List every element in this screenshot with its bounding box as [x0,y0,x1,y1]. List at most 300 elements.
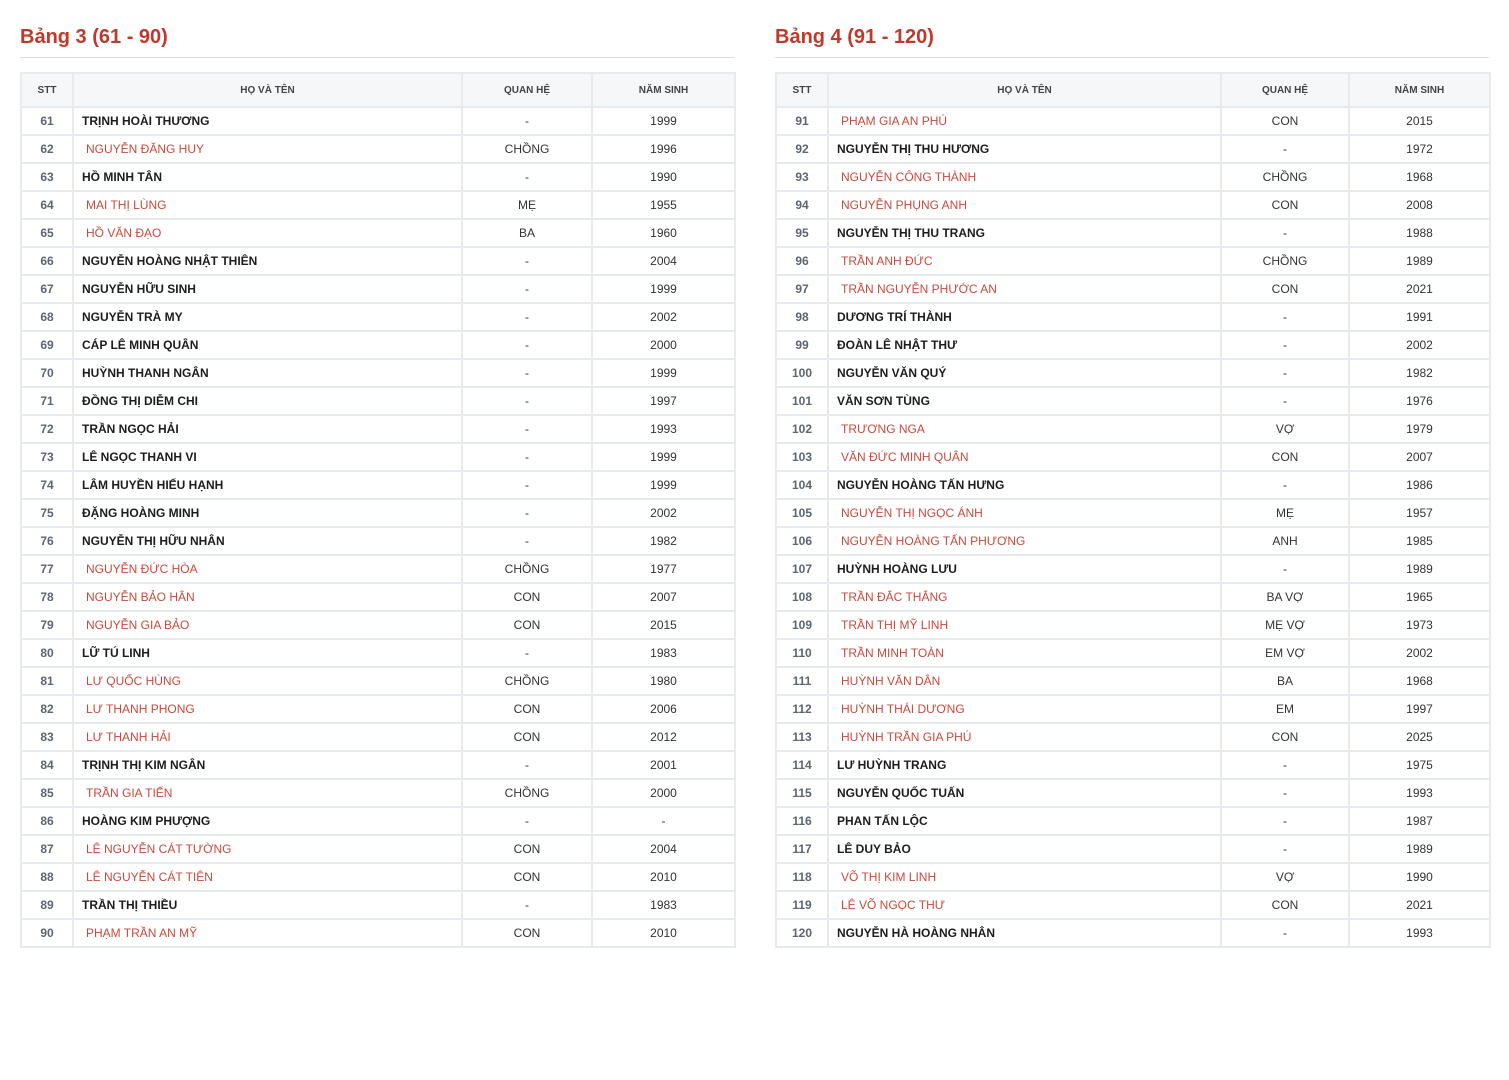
relation-cell: CON [1221,723,1349,751]
row-number-cell: 120 [776,919,828,947]
relation-cell: - [1221,303,1349,331]
table-header-row [776,73,1490,107]
relation-cell: MẸ [1221,499,1349,527]
member-name-cell: LÊ NGỌC THANH VI [73,443,462,471]
member-name-cell: HUỲNH HOÀNG LƯU [828,555,1221,583]
row-number-cell: 79 [21,611,73,639]
relation-cell: CON [1221,107,1349,135]
birth-year-cell: 1973 [1349,611,1490,639]
row-number-cell: 95 [776,219,828,247]
relation-cell: - [1221,555,1349,583]
column-header-relation[interactable]: QUAN HỆ [1221,73,1349,107]
table-row[interactable] [776,415,1490,443]
table-row[interactable] [21,583,735,611]
roster-table [20,72,736,948]
birth-year-cell: 1999 [592,443,735,471]
relation-cell: - [462,415,592,443]
relation-cell: VỢ [1221,863,1349,891]
row-number-cell: 74 [21,471,73,499]
row-number-cell: 88 [21,863,73,891]
table-row[interactable] [776,919,1490,947]
birth-year-cell: 1979 [1349,415,1490,443]
birth-year-cell: 1980 [592,667,735,695]
row-number-cell: 67 [21,275,73,303]
member-name-cell: NGUYỄN THỊ THU TRANG [828,219,1221,247]
row-number-cell: 72 [21,415,73,443]
birth-year-cell: 1993 [1349,919,1490,947]
table-row[interactable] [21,695,735,723]
table-row[interactable] [21,611,735,639]
birth-year-cell: 2001 [592,751,735,779]
relation-cell: - [462,163,592,191]
birth-year-cell: 2021 [1349,891,1490,919]
member-name-cell: NGUYỄN ĐỨC HÒA [73,555,462,583]
birth-year-cell: 2000 [592,779,735,807]
table-row[interactable] [21,331,735,359]
relation-cell: CON [462,611,592,639]
birth-year-cell: 1986 [1349,471,1490,499]
member-name-cell: MAI THỊ LÙNG [73,191,462,219]
row-number-cell: 98 [776,303,828,331]
table-row[interactable] [776,191,1490,219]
member-name-cell: NGUYỄN HOÀNG NHẬT THIÊN [73,247,462,275]
relation-cell: CHỒNG [1221,163,1349,191]
relation-cell: CON [1221,191,1349,219]
member-name-cell: NGUYỄN VĂN QUÝ [828,359,1221,387]
row-number-cell: 61 [21,107,73,135]
row-number-cell: 106 [776,527,828,555]
column-header-stt[interactable]: STT [776,73,828,107]
birth-year-cell: 2002 [592,303,735,331]
member-name-cell: NGUYỄN THỊ NGỌC ÁNH [828,499,1221,527]
table-row[interactable] [776,807,1490,835]
row-number-cell: 102 [776,415,828,443]
member-name-cell: NGUYỄN GIA BẢO [73,611,462,639]
birth-year-cell: 1955 [592,191,735,219]
row-number-cell: 65 [21,219,73,247]
member-name-cell: TRẦN THỊ THIỀU [73,891,462,919]
birth-year-cell: 2015 [592,611,735,639]
relation-cell: - [1221,387,1349,415]
roster-table [775,72,1491,948]
table-row[interactable] [776,471,1490,499]
relation-cell: - [1221,779,1349,807]
table-row[interactable] [21,835,735,863]
row-number-cell: 71 [21,387,73,415]
row-number-cell: 94 [776,191,828,219]
relation-cell: BA VỢ [1221,583,1349,611]
relation-cell: - [462,527,592,555]
relation-cell: - [1221,219,1349,247]
row-number-cell: 117 [776,835,828,863]
birth-year-cell: 1993 [592,415,735,443]
table-row[interactable] [776,331,1490,359]
table-row[interactable] [21,807,735,835]
birth-year-cell: 1983 [592,639,735,667]
table-row[interactable] [776,247,1490,275]
relation-cell: CON [462,695,592,723]
birth-year-cell: 1976 [1349,387,1490,415]
relation-cell: - [1221,331,1349,359]
row-number-cell: 104 [776,471,828,499]
row-number-cell: 86 [21,807,73,835]
table-header-row [21,73,735,107]
birth-year-cell: 1989 [1349,835,1490,863]
table-row[interactable] [776,611,1490,639]
table-row[interactable] [776,303,1490,331]
relation-cell: MẸ [462,191,592,219]
row-number-cell: 64 [21,191,73,219]
table-row[interactable] [21,275,735,303]
table-row[interactable] [21,723,735,751]
table-row[interactable] [776,443,1490,471]
member-name-cell: HUỲNH TRẦN GIA PHÚ [828,723,1221,751]
table-row[interactable] [776,779,1490,807]
relation-cell: VỢ [1221,415,1349,443]
relation-cell: - [462,639,592,667]
relation-cell: - [462,331,592,359]
table-row[interactable] [21,779,735,807]
member-name-cell: NGUYỄN PHỤNG ANH [828,191,1221,219]
birth-year-cell: 1957 [1349,499,1490,527]
birth-year-cell: 1989 [1349,555,1490,583]
row-number-cell: 119 [776,891,828,919]
relation-cell: - [462,751,592,779]
member-name-cell: TRƯƠNG NGA [828,415,1221,443]
member-name-cell: LÊ DUY BẢO [828,835,1221,863]
table-row[interactable] [776,387,1490,415]
column-header-stt[interactable]: STT [21,73,73,107]
relation-cell: - [462,247,592,275]
table-row[interactable] [776,359,1490,387]
relation-cell: - [462,891,592,919]
member-name-cell: HUỲNH THANH NGÂN [73,359,462,387]
member-name-cell: NGUYỄN THỊ HỮU NHÂN [73,527,462,555]
table-row[interactable] [21,359,735,387]
member-name-cell: NGUYỄN QUỐC TUẤN [828,779,1221,807]
birth-year-cell: 1982 [1349,359,1490,387]
relation-cell: - [1221,919,1349,947]
row-number-cell: 114 [776,751,828,779]
table-row[interactable] [21,163,735,191]
birth-year-cell: 2002 [1349,331,1490,359]
table-row[interactable] [21,919,735,947]
row-number-cell: 75 [21,499,73,527]
table-row[interactable] [21,863,735,891]
relation-cell: - [462,359,592,387]
table-row[interactable] [776,695,1490,723]
relation-cell: CHỒNG [462,667,592,695]
table-row[interactable] [21,219,735,247]
relation-cell: - [462,303,592,331]
row-number-cell: 77 [21,555,73,583]
row-number-cell: 107 [776,555,828,583]
table-row[interactable] [21,471,735,499]
member-name-cell: LÊ VÕ NGỌC THƯ [828,891,1221,919]
relation-cell: - [462,499,592,527]
member-name-cell: HỒ MINH TÂN [73,163,462,191]
table-body [21,107,735,947]
relation-cell: CHỒNG [462,135,592,163]
relation-cell: - [1221,751,1349,779]
member-name-cell: NGUYỄN HÀ HOÀNG NHÂN [828,919,1221,947]
table-row[interactable] [776,667,1490,695]
birth-year-cell: 1989 [1349,247,1490,275]
member-name-cell: TRẦN MINH TOÀN [828,639,1221,667]
birth-year-cell: 2010 [592,863,735,891]
member-name-cell: TRẦN NGỌC HẢI [73,415,462,443]
birth-year-cell: 2015 [1349,107,1490,135]
member-name-cell: HUỲNH THÁI DƯƠNG [828,695,1221,723]
birth-year-cell: 1972 [1349,135,1490,163]
table-row[interactable] [776,863,1490,891]
member-name-cell: TRẦN NGUYỄN PHƯỚC AN [828,275,1221,303]
table-row[interactable] [21,555,735,583]
relation-cell: CON [462,919,592,947]
birth-year-cell: 1997 [1349,695,1490,723]
row-number-cell: 80 [21,639,73,667]
birth-year-cell: 2006 [592,695,735,723]
table-row[interactable] [21,191,735,219]
relation-cell: CON [462,583,592,611]
member-name-cell: CÁP LÊ MINH QUÂN [73,331,462,359]
column-header-year[interactable]: NĂM SINH [1349,73,1490,107]
row-number-cell: 84 [21,751,73,779]
birth-year-cell: 2012 [592,723,735,751]
column-header-name[interactable]: HỌ VÀ TÊN [73,73,462,107]
column-header-relation[interactable]: QUAN HỆ [462,73,592,107]
member-name-cell: ĐỒNG THỊ DIỄM CHI [73,387,462,415]
birth-year-cell: 2002 [1349,639,1490,667]
row-number-cell: 109 [776,611,828,639]
relation-cell: - [1221,135,1349,163]
relation-cell: CHỒNG [1221,247,1349,275]
member-name-cell: TRẦN ANH ĐỨC [828,247,1221,275]
birth-year-cell: 1996 [592,135,735,163]
member-name-cell: LÂM HUYỀN HIẾU HẠNH [73,471,462,499]
table-title: Bảng 4 (91 - 120) [775,0,1489,58]
birth-year-cell: 2025 [1349,723,1490,751]
relation-cell: - [462,275,592,303]
row-number-cell: 66 [21,247,73,275]
member-name-cell: VĂN ĐỨC MINH QUÂN [828,443,1221,471]
table-row[interactable] [776,527,1490,555]
birth-year-cell: 2004 [592,247,735,275]
birth-year-cell: 2010 [592,919,735,947]
row-number-cell: 103 [776,443,828,471]
relation-cell: EM VỢ [1221,639,1349,667]
member-name-cell: LỮ TÚ LINH [73,639,462,667]
table-row[interactable] [776,275,1490,303]
member-name-cell: ĐOÀN LÊ NHẬT THƯ [828,331,1221,359]
row-number-cell: 112 [776,695,828,723]
row-number-cell: 68 [21,303,73,331]
member-name-cell: HUỲNH VĂN DÂN [828,667,1221,695]
birth-year-cell: 2000 [592,331,735,359]
member-name-cell: NGUYỄN TRÀ MY [73,303,462,331]
table-row[interactable] [776,583,1490,611]
relation-cell: CHỒNG [462,779,592,807]
birth-year-cell: 1968 [1349,163,1490,191]
relation-cell: BA [1221,667,1349,695]
row-number-cell: 97 [776,275,828,303]
relation-cell: CON [1221,275,1349,303]
table-row[interactable] [776,639,1490,667]
birth-year-cell: 2007 [1349,443,1490,471]
birth-year-cell: 1968 [1349,667,1490,695]
birth-year-cell: 1999 [592,275,735,303]
row-number-cell: 85 [21,779,73,807]
row-number-cell: 111 [776,667,828,695]
row-number-cell: 69 [21,331,73,359]
table-row[interactable] [776,891,1490,919]
row-number-cell: 73 [21,443,73,471]
birth-year-cell: 2007 [592,583,735,611]
relation-cell: ANH [1221,527,1349,555]
birth-year-cell: 1988 [1349,219,1490,247]
table-row[interactable] [21,135,735,163]
relation-cell: CON [462,863,592,891]
table-row[interactable] [776,107,1490,135]
row-number-cell: 82 [21,695,73,723]
birth-year-cell: 2008 [1349,191,1490,219]
birth-year-cell: 1960 [592,219,735,247]
relation-cell: CON [462,835,592,863]
table-row[interactable] [776,219,1490,247]
row-number-cell: 110 [776,639,828,667]
member-name-cell: LƯ QUỐC HÙNG [73,667,462,695]
column-header-name[interactable]: HỌ VÀ TÊN [828,73,1221,107]
relation-cell: - [1221,471,1349,499]
relation-cell: - [462,443,592,471]
table-panel-bang-3 [20,0,734,948]
member-name-cell: LÊ NGUYỄN CÁT TIÊN [73,863,462,891]
member-name-cell: NGUYỄN BẢO HÂN [73,583,462,611]
birth-year-cell: 2004 [592,835,735,863]
member-name-cell: PHAN TẤN LỘC [828,807,1221,835]
relation-cell: - [462,471,592,499]
row-number-cell: 81 [21,667,73,695]
table-row[interactable] [21,303,735,331]
member-name-cell: LƯ HUỲNH TRANG [828,751,1221,779]
relation-cell: - [462,387,592,415]
row-number-cell: 96 [776,247,828,275]
table-row[interactable] [21,639,735,667]
birth-year-cell: 1990 [592,163,735,191]
member-name-cell: ĐẶNG HOÀNG MINH [73,499,462,527]
table-row[interactable] [776,163,1490,191]
birth-year-cell: 1999 [592,359,735,387]
birth-year-cell: - [592,807,735,835]
row-number-cell: 115 [776,779,828,807]
table-row[interactable] [21,891,735,919]
table-row[interactable] [21,415,735,443]
relation-cell: CON [1221,891,1349,919]
member-name-cell: TRẦN THỊ MỸ LINH [828,611,1221,639]
relation-cell: - [1221,835,1349,863]
table-row[interactable] [776,723,1490,751]
birth-year-cell: 1983 [592,891,735,919]
row-number-cell: 78 [21,583,73,611]
birth-year-cell: 1993 [1349,779,1490,807]
member-name-cell: NGUYỄN HOÀNG TẤN PHƯƠNG [828,527,1221,555]
relation-cell: - [1221,359,1349,387]
table-row[interactable] [21,527,735,555]
row-number-cell: 118 [776,863,828,891]
table-row[interactable] [21,107,735,135]
row-number-cell: 91 [776,107,828,135]
member-name-cell: NGUYỄN HOÀNG TẤN HƯNG [828,471,1221,499]
table-row[interactable] [21,751,735,779]
row-number-cell: 76 [21,527,73,555]
member-name-cell: TRỊNH THỊ KIM NGÂN [73,751,462,779]
relation-cell: BA [462,219,592,247]
row-number-cell: 62 [21,135,73,163]
relation-cell: - [462,807,592,835]
member-name-cell: NGUYỄN HỮU SINH [73,275,462,303]
table-row[interactable] [21,499,735,527]
birth-year-cell: 2002 [592,499,735,527]
relation-cell: CON [462,723,592,751]
row-number-cell: 92 [776,135,828,163]
table-row[interactable] [776,835,1490,863]
member-name-cell: VÕ THỊ KIM LINH [828,863,1221,891]
birth-year-cell: 1991 [1349,303,1490,331]
relation-cell: MẸ VỢ [1221,611,1349,639]
table-row[interactable] [21,443,735,471]
member-name-cell: NGUYỄN ĐĂNG HUY [73,135,462,163]
member-name-cell: HỒ VĂN ĐẠO [73,219,462,247]
row-number-cell: 108 [776,583,828,611]
relation-cell: - [462,107,592,135]
row-number-cell: 83 [21,723,73,751]
table-body [776,107,1490,947]
relation-cell: EM [1221,695,1349,723]
member-name-cell: NGUYỄN THỊ THU HƯƠNG [828,135,1221,163]
row-number-cell: 87 [21,835,73,863]
birth-year-cell: 1985 [1349,527,1490,555]
table-title: Bảng 3 (61 - 90) [20,0,734,58]
row-number-cell: 63 [21,163,73,191]
birth-year-cell: 1977 [592,555,735,583]
birth-year-cell: 1975 [1349,751,1490,779]
member-name-cell: LƯ THANH HẢI [73,723,462,751]
row-number-cell: 93 [776,163,828,191]
table-row[interactable] [21,247,735,275]
row-number-cell: 70 [21,359,73,387]
table-row[interactable] [776,135,1490,163]
row-number-cell: 100 [776,359,828,387]
member-name-cell: LÊ NGUYỄN CÁT TƯỜNG [73,835,462,863]
column-header-year[interactable]: NĂM SINH [592,73,735,107]
member-name-cell: HOÀNG KIM PHƯỢNG [73,807,462,835]
member-name-cell: VĂN SƠN TÙNG [828,387,1221,415]
birth-year-cell: 1997 [592,387,735,415]
relation-cell: CHỒNG [462,555,592,583]
birth-year-cell: 1999 [592,107,735,135]
member-name-cell: DƯƠNG TRÍ THÀNH [828,303,1221,331]
table-row[interactable] [776,499,1490,527]
table-row[interactable] [776,555,1490,583]
table-row[interactable] [21,667,735,695]
relation-cell: - [1221,807,1349,835]
member-name-cell: PHẠM TRẦN AN MỸ [73,919,462,947]
row-number-cell: 113 [776,723,828,751]
birth-year-cell: 1999 [592,471,735,499]
member-name-cell: TRẦN GIA TIẾN [73,779,462,807]
table-row[interactable] [776,751,1490,779]
table-row[interactable] [21,387,735,415]
